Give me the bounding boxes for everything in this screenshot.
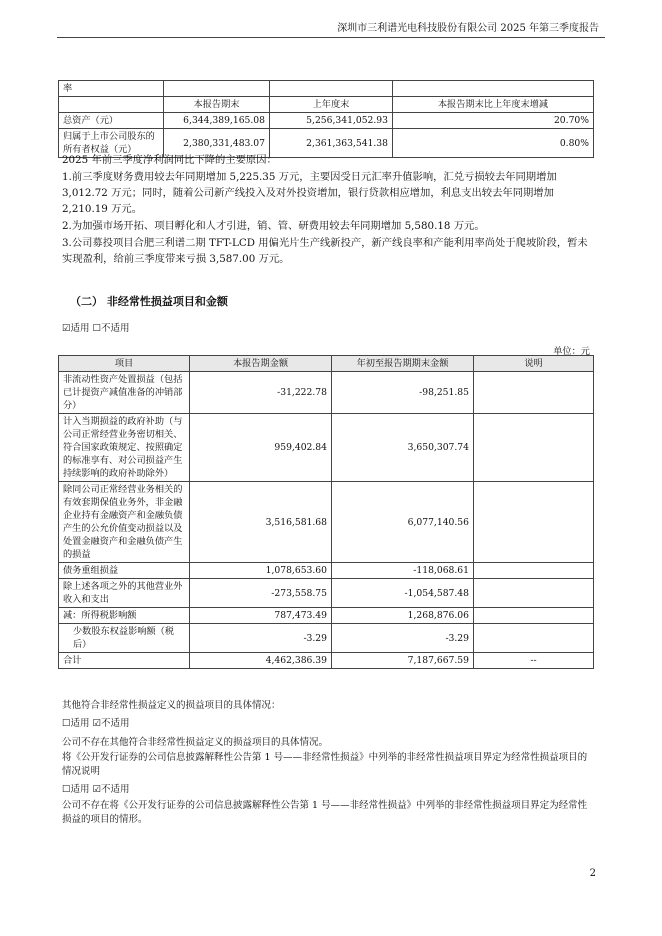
row-label: 非流动性资产处置损益（包括已计提资产减值准备的冲销部分）	[59, 372, 190, 414]
table-row	[59, 414, 594, 482]
row-label: 除同公司正常经营业务相关的有效套期保值业务外，非金融企业持有金融资产和金融负债产生的公允价值变动损益以及处置金融资产和金融负债产生的损益	[59, 482, 190, 563]
unit-label: 单位：元	[553, 346, 590, 357]
table-cell	[164, 81, 270, 97]
section-title: （二） 非经常性损益项目和金额	[70, 295, 228, 308]
other-items-note: 其他符合非经常性损益定义的损益项目的具体情况：	[62, 700, 281, 711]
table-cell	[59, 97, 164, 113]
note-cell	[474, 579, 594, 608]
value-cell: 3,516,581.68	[190, 482, 332, 563]
no-reclassification-text: 公司不存在将《公开发行证券的公司信息披露解释性公告第 1 号——非经常性损益》中列举的非经常性损益项目界定为经常性损益的项目的情形。	[62, 800, 588, 825]
report-header: 深圳市三利谱光电科技股份有限公司 2025 年第三季度报告	[337, 23, 599, 34]
value-cell: 1,268,876.06	[332, 608, 474, 624]
header-cell: 本报告期末	[164, 97, 270, 113]
value-cell: 0.80%	[393, 129, 594, 158]
row-label: 合计	[59, 653, 190, 669]
value-cell: 3,650,307.74	[332, 414, 474, 482]
header-cell: 说明	[474, 356, 594, 372]
table-row	[59, 608, 594, 624]
note-cell: --	[474, 653, 594, 669]
row-label: 除上述各项之外的其他营业外收入和支出	[59, 579, 190, 608]
header-cell: 年初至报告期期末金额	[332, 356, 474, 372]
value-cell: 1,078,653.60	[190, 563, 332, 579]
value-cell: 787,473.49	[190, 608, 332, 624]
balance-table	[58, 80, 594, 158]
table-cell	[270, 81, 393, 97]
header-cell: 本报告期末比上年度末增减	[393, 97, 594, 113]
row-label: 计入当期损益的政府补助（与公司正常经营业务密切相关、符合国家政策规定、按照确定的标准享有、对公司损益产生持续影响的政府补助除外）	[59, 414, 190, 482]
value-cell: 20.70%	[393, 113, 594, 129]
table-header-row	[59, 97, 594, 113]
table-cell	[393, 81, 594, 97]
reason-item: 2.为加强市场开拓、项目孵化和人才引进，销、管、研费用较去年同期增加 5,580.18 万元。	[62, 220, 485, 232]
reason-item: 1.前三季度财务费用较去年同期增加 5,225.35 万元，主要因受日元汇率升值影响，汇兑亏损较去年同期增加 3,012.72 万元；同时，随着公司新产线投入及对外投资增加，银行贷款相应增加，利息支出较去年同期增加 2,210.19 万元。	[62, 171, 557, 215]
row-label: 少数股东权益影响额（税后）	[59, 624, 190, 653]
reclassification-heading: 将《公开发行证券的公司信息披露解释性公告第 1 号——非经常性损益》中列举的非经常性损益项目界定为经常性损益项目的情况说明	[62, 752, 588, 777]
table-row	[59, 579, 594, 608]
value-cell: -3.29	[332, 624, 474, 653]
note-cell	[474, 414, 594, 482]
value-cell: 6,344,389,165.08	[164, 113, 270, 129]
note-cell	[474, 624, 594, 653]
row-label: 归属于上市公司股东的所有者权益（元）	[59, 129, 164, 158]
applicability-check: ☐适用 ☑不适用	[62, 784, 130, 795]
row-label: 总资产（元）	[59, 113, 164, 129]
applicability-check: ☑适用 ☐不适用	[62, 323, 130, 334]
header-cell: 上年度末	[270, 97, 393, 113]
value-cell: -3.29	[190, 624, 332, 653]
value-cell: 7,187,667.59	[332, 653, 474, 669]
applicability-check: ☐适用 ☑不适用	[62, 718, 130, 729]
value-cell: 4,462,386.39	[190, 653, 332, 669]
table-row	[59, 482, 594, 563]
row-label: 减：所得税影响额	[59, 608, 190, 624]
header-cell: 本报告期金额	[190, 356, 332, 372]
nonrecurring-table	[58, 355, 594, 669]
value-cell: -273,558.75	[190, 579, 332, 608]
reasons-intro: 2025 年前三季度净利润同比下降的主要原因：	[62, 154, 277, 166]
reason-item: 3.公司募投项目合肥三利谱二期 TFT-LCD 用偏光片生产线新投产，新产线良率和产能利用率尚处于爬坡阶段，暂未实现盈利，给前三季度带来亏损 3,587.00 万元。	[62, 237, 588, 265]
table-row	[59, 563, 594, 579]
value-cell: 959,402.84	[190, 414, 332, 482]
page-number: 2	[589, 868, 596, 879]
note-cell	[474, 563, 594, 579]
note-cell	[474, 372, 594, 414]
value-cell: -1,054,587.48	[332, 579, 474, 608]
note-cell	[474, 608, 594, 624]
note-cell	[474, 482, 594, 563]
table-header-row	[59, 356, 594, 372]
header-cell: 项目	[59, 356, 190, 372]
table-row	[59, 624, 594, 653]
value-cell: -98,251.85	[332, 372, 474, 414]
header-rule	[57, 37, 605, 38]
table-row	[59, 653, 594, 669]
table-cell: 率	[59, 81, 164, 97]
value-cell: -118,068.61	[332, 563, 474, 579]
no-other-items-text: 公司不存在其他符合非经常性损益定义的损益项目的具体情况。	[62, 737, 329, 748]
table-row	[59, 113, 594, 129]
table-row	[59, 372, 594, 414]
value-cell: 2,380,331,483.07	[164, 129, 270, 158]
value-cell: 2,361,363,541.38	[270, 129, 393, 158]
value-cell: 6,077,140.56	[332, 482, 474, 563]
value-cell: 5,256,341,052.93	[270, 113, 393, 129]
row-label: 债务重组损益	[59, 563, 190, 579]
value-cell: -31,222.78	[190, 372, 332, 414]
table-row	[59, 81, 594, 97]
